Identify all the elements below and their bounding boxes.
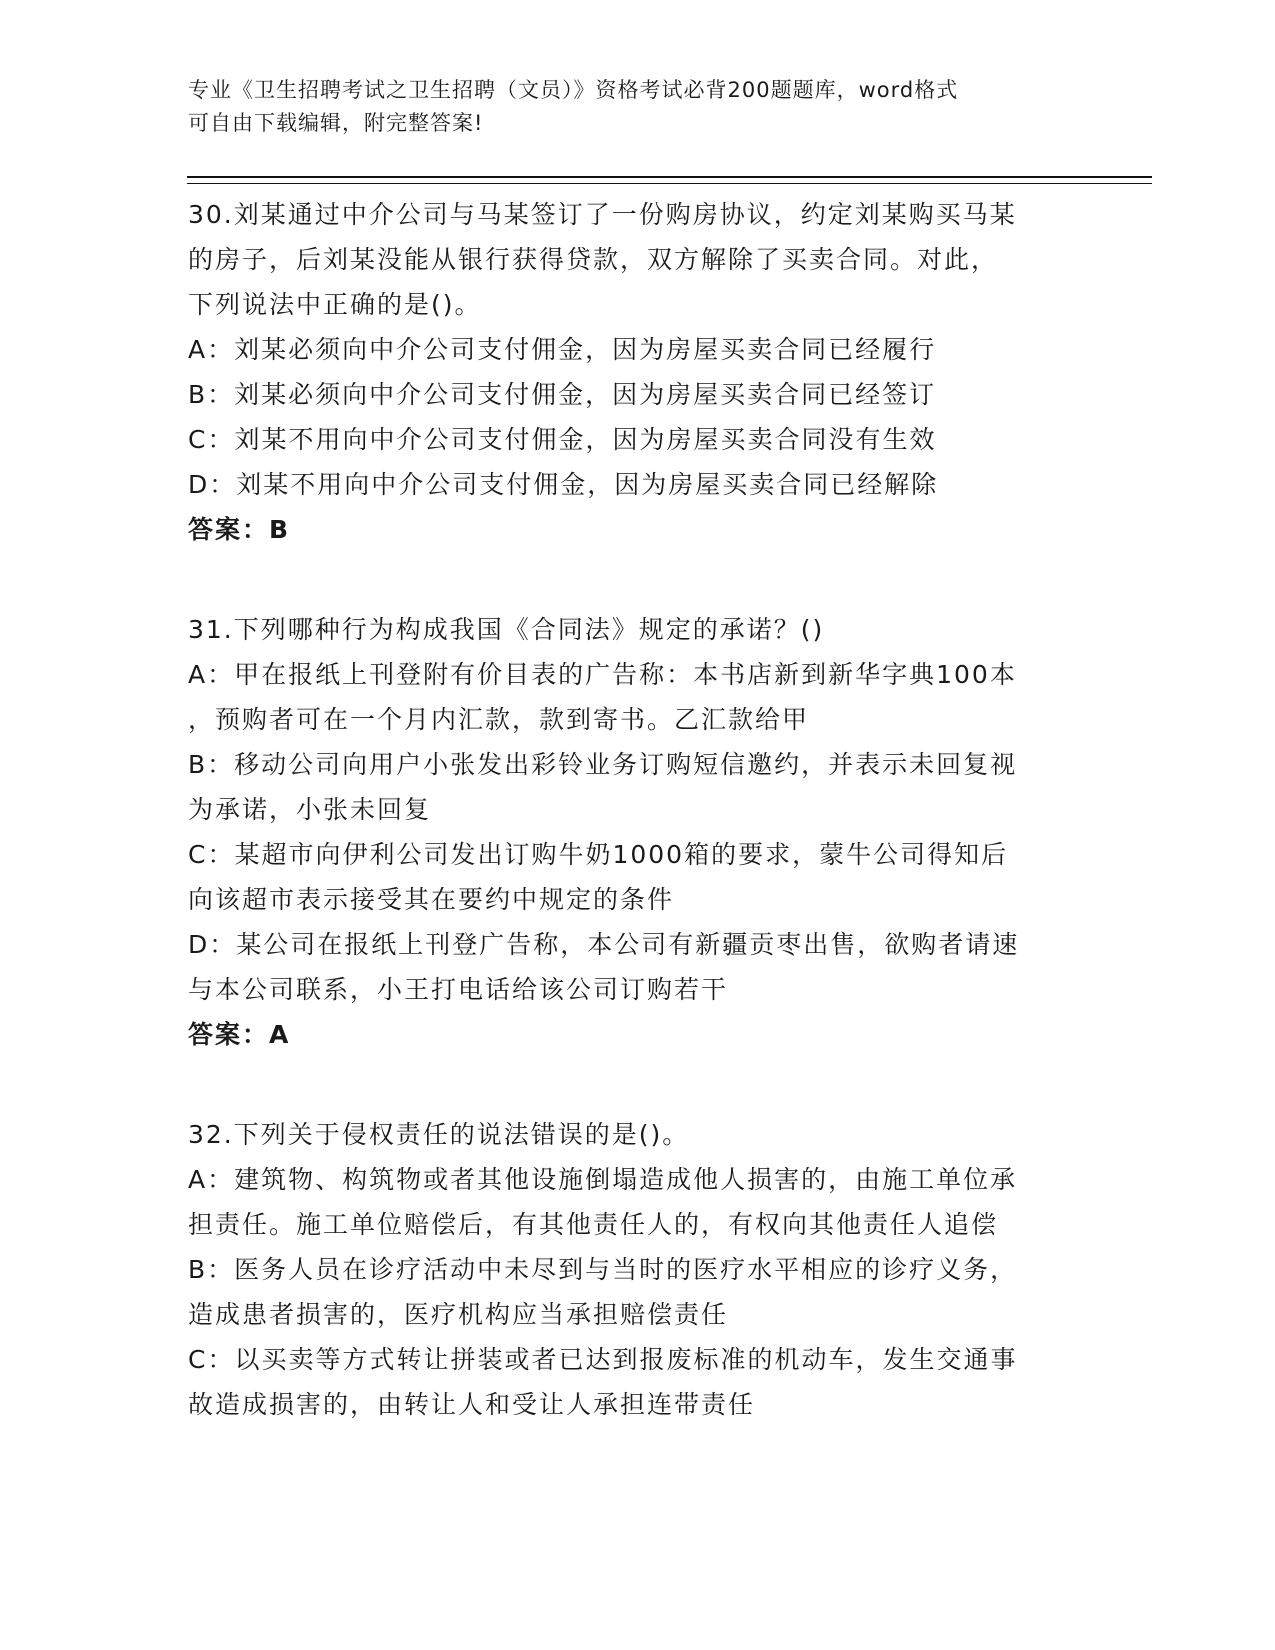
question-list (188, 192, 1088, 1427)
question-spacer (188, 1057, 1088, 1112)
question-31-option-b-line-1: B：移动公司向用户小张发出彩铃业务订购短信邀约，并表示未回复视 (188, 750, 1018, 779)
question-32-option-a-line-1: A：建筑物、构筑物或者其他设施倒塌造成他人损害的，由施工单位承 (188, 1165, 1018, 1194)
question-31-option-c-line-1: C：某超市向伊利公司发出订购牛奶1000箱的要求，蒙牛公司得知后 (188, 840, 1009, 869)
question-31-answer: 答案：A (188, 1020, 291, 1049)
question-32 (188, 1112, 1088, 1427)
question-32-option-c-line-2: 故造成损害的，由转让人和受让人承担连带责任 (188, 1390, 756, 1419)
question-30-option-b: B：刘某必须向中介公司支付佣金，因为房屋买卖合同已经签订 (188, 380, 937, 409)
question-30-stem-line-1: 30.刘某通过中介公司与马某签订了一份购房协议，约定刘某购买马某 (188, 200, 1017, 229)
question-32-option-b-line-1: B：医务人员在诊疗活动中未尽到与当时的医疗水平相应的诊疗义务， (188, 1255, 1018, 1284)
question-32-option-c-line-1: C：以买卖等方式转让拼装或者已达到报废标准的机动车，发生交通事 (188, 1345, 1018, 1374)
document-header (188, 74, 1068, 140)
question-32-stem-line-1: 32.下列关于侵权责任的说法错误的是()。 (188, 1120, 690, 1149)
question-30-stem-line-3: 下列说法中正确的是()。 (188, 290, 482, 319)
header-line-2: 可自由下载编辑，附完整答案! (188, 111, 484, 135)
question-32-option-a-line-2: 担责任。施工单位赔偿后，有其他责任人的，有权向其他责任人追偿 (188, 1210, 999, 1239)
header-divider-thin (187, 183, 1152, 184)
question-30-option-d: D：刘某不用向中介公司支付佣金，因为房屋买卖合同已经解除 (188, 470, 939, 499)
question-30-option-a: A：刘某必须向中介公司支付佣金，因为房屋买卖合同已经履行 (188, 335, 937, 364)
question-31-option-a-line-1: A：甲在报纸上刊登附有价目表的广告称：本书店新到新华字典100本 (188, 660, 1017, 689)
question-31-stem-line-1: 31.下列哪种行为构成我国《合同法》规定的承诺？() (188, 615, 825, 644)
question-30-stem-line-2: 的房子，后刘某没能从银行获得贷款，双方解除了买卖合同。对此， (188, 245, 999, 274)
question-30-answer: 答案：B (188, 515, 291, 544)
question-30-option-c: C：刘某不用向中介公司支付佣金，因为房屋买卖合同没有生效 (188, 425, 937, 454)
question-spacer (188, 552, 1088, 607)
header-divider-thick (187, 176, 1152, 178)
header-line-1: 专业《卫生招聘考试之卫生招聘（文员）》资格考试必背200题题库，word格式 (188, 78, 959, 102)
question-31-option-b-line-2: 为承诺，小张未回复 (188, 795, 432, 824)
question-31 (188, 607, 1088, 1057)
question-31-option-c-line-2: 向该超市表示接受其在要约中规定的条件 (188, 885, 675, 914)
question-30 (188, 192, 1088, 552)
question-31-option-d-line-2: 与本公司联系，小王打电话给该公司订购若干 (188, 975, 729, 1004)
question-31-option-d-line-1: D：某公司在报纸上刊登广告称，本公司有新疆贡枣出售，欲购者请速 (188, 930, 1020, 959)
question-32-option-b-line-2: 造成患者损害的，医疗机构应当承担赔偿责任 (188, 1300, 729, 1329)
question-31-option-a-line-2: ，预购者可在一个月内汇款，款到寄书。乙汇款给甲 (188, 705, 810, 734)
